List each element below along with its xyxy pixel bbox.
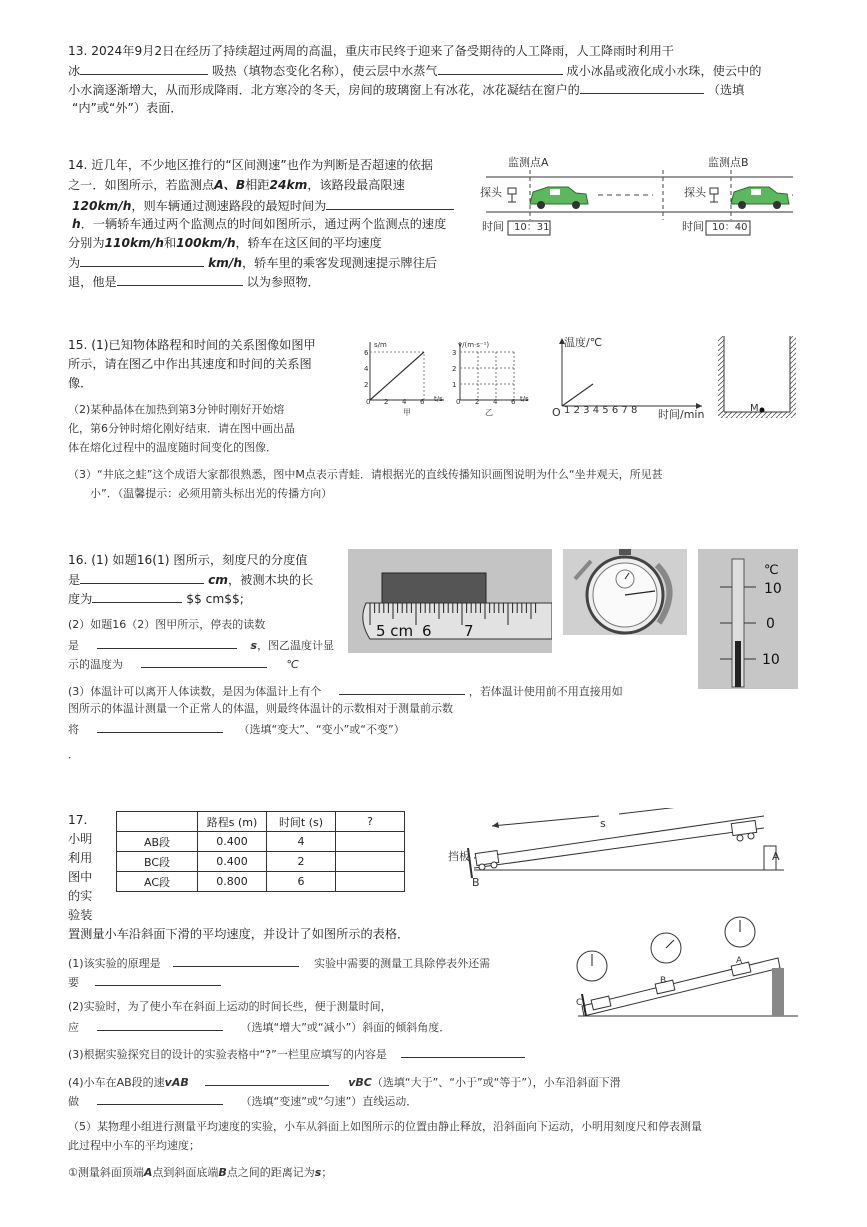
y-tick: 4 (364, 365, 369, 373)
answer-blank[interactable] (97, 1017, 223, 1031)
answer-blank[interactable] (80, 253, 204, 267)
x-axis-label: 时间/min (658, 408, 705, 421)
incline-diagram (444, 808, 794, 888)
data-table (116, 811, 405, 892)
q17-p2-line-1: (2)实验时，为了使小车在斜面上运动的时间长些，便于测量时间， (68, 1000, 392, 1013)
y-axis-label: s/m (374, 341, 387, 349)
thermometer-unit: ℃ (764, 563, 779, 578)
incline-stopwatch-diagram (568, 912, 800, 1028)
x-tick: 6 (420, 398, 425, 406)
q14-line-1: 14. 近几年，不少地区推行的“区间测速”也作为判断是否超速的依据 (68, 158, 433, 172)
point-c-label: C (576, 998, 583, 1008)
q15-p3-line-2: 小”．（温馨提示：必须用箭头标出光的传播方向） (90, 487, 333, 500)
q16-line-5: 是 s，图乙温度计显 (68, 635, 334, 655)
thermometer-photo (698, 549, 798, 689)
q17-p5-line-2: 此过程中小车的平均速度； (68, 1139, 200, 1152)
q17-side-4: 图中 (68, 870, 93, 884)
table-header (117, 812, 198, 832)
q16-line-9: 将 （选填“变大”、“变小”或“不变”） (68, 719, 405, 739)
q14-line-4: h．一辆轿车通过两个监测点的时间如图所示，通过两个监测点的速度 (72, 217, 447, 231)
q14-line-5: 分别为110km/h和100km/h，轿车在这区间的平均速度 (68, 236, 382, 250)
table-row: AB段 0.400 4 (117, 832, 405, 852)
q16-line-4: (2）如题16（2）图甲所示，停表的读数 (68, 618, 266, 631)
answer-blank[interactable] (95, 972, 221, 986)
q16-line-3: 度为 $$ cm$$; (68, 589, 244, 609)
q16-line-1: 16. (1) 如题16(1) 图所示，刻度尺的分度值 (68, 553, 308, 567)
answer-blank[interactable] (80, 570, 204, 584)
x-tick: 2 (475, 398, 480, 406)
q13-line-4: “内”或“外”）表面． (72, 101, 183, 115)
y-axis-label: 温度/℃ (564, 336, 603, 349)
ruler-label: 6 (422, 622, 432, 640)
q17-side-1: 17. (68, 813, 88, 827)
car-icon (530, 187, 588, 209)
x-tick: 4 (402, 398, 407, 406)
time-b-value: 10：40 (712, 222, 748, 233)
q17-side-3: 利用 (68, 851, 93, 865)
figure-caption: 乙 (485, 408, 493, 417)
q17-p4-line-1: (4)小车在AB段的速vAB vBC（选填“大于”、“小于”或“等于”），小车沿斜面下滑 (68, 1072, 621, 1092)
y-tick: 1 (452, 381, 457, 389)
thermometer-label: 0 (766, 616, 775, 632)
y-axis-label: v/(m·s⁻¹) (458, 341, 490, 349)
answer-blank[interactable] (80, 61, 208, 75)
q17-p1-line-2: 要 (68, 972, 221, 992)
q13-line-2: 冰 吸热（填物态变化名称），使云层中水蒸气 成小冰晶或液化成小水珠，使云中的 (68, 61, 761, 81)
answer-blank[interactable] (117, 272, 243, 286)
table-row: BC段 0.400 2 (117, 852, 405, 872)
figure-caption: 甲 (403, 408, 411, 417)
time-label: 时间 (482, 220, 504, 233)
q16-line-2: 是 cm，被测木块的长 (68, 570, 313, 590)
q17-p1-line-1: (1)该实验的原理是 实验中需要的测量工具除停表外还需 (68, 953, 490, 973)
q17-side-5: 的实 (68, 889, 93, 903)
point-a-label: A (772, 850, 780, 863)
answer-blank[interactable] (92, 589, 182, 603)
answer-blank[interactable] (141, 654, 267, 668)
answer-blank[interactable] (97, 1091, 223, 1105)
x-axis-label: t/s (434, 395, 443, 403)
q17-p2-line-2: 应 （选填“增大”或“减小”）斜面的倾斜角度． (68, 1017, 450, 1037)
origin-label: O (552, 406, 561, 419)
answer-blank[interactable] (173, 953, 299, 967)
q15-p2-line-3: 体在熔化过程中的温度随时间变化的图像． (68, 441, 277, 454)
point-a-label: A (736, 956, 743, 966)
distance-label: s (600, 817, 606, 830)
point-b-label: B (472, 876, 480, 889)
q17-p6: ①测量斜面顶端A点到斜面底端B点之间的距离记为s； (68, 1166, 333, 1179)
q15-line-1: 15. (1)已知物体路程和时间的关系图像如图甲 (68, 338, 316, 352)
q17-side-2: 小明 (68, 832, 93, 846)
x-tick: 0 (456, 398, 461, 406)
q14-line-7: 退，他是 以为参照物． (68, 272, 320, 292)
q15-p2-line-2: 化，第6分钟时熔化刚好结束．请在图中画出晶 (68, 422, 295, 435)
time-a-value: 10：31 (514, 222, 550, 233)
answer-blank[interactable] (401, 1044, 525, 1058)
probe-label: 探头 (480, 186, 502, 199)
answer-blank[interactable] (326, 196, 454, 210)
point-b-label: B (660, 976, 667, 986)
q15-line-3: 像． (68, 376, 93, 390)
thermometer-label: 10 (762, 652, 780, 668)
table-header: 时间t (s) (267, 812, 336, 832)
x-tick: 6 (511, 398, 516, 406)
q13-line-1: 13. 2024年9月2日在经历了持续超过两周的高温，重庆市民终于迎来了备受期待的人工降雨，人工降雨时利用干 (68, 44, 675, 58)
x-ticks: 12345678 (564, 405, 641, 416)
q17-p4-line-2: 做 （选填“变速”或“匀速”）直线运动． (68, 1091, 417, 1111)
q14-line-3: 120km/h，则车辆通过测速路段的最短时间为 (72, 196, 454, 216)
q16-line-10: ． (68, 748, 79, 761)
time-label: 时间 (682, 220, 704, 233)
camera-icon (508, 188, 516, 202)
x-tick: 2 (384, 398, 389, 406)
table-header: 路程s (m) (198, 812, 267, 832)
q17-p5-line-1: （5）某物理小组进行测量平均速度的实验，小车从斜面上如图所示的位置由静止释放，沿斜面向下运动，小明用刻度尺和停表测量 (68, 1120, 702, 1133)
y-tick: 2 (452, 365, 457, 373)
q14-line-2: 之一．如图所示，若监测点A、B相距24km，该路段最高限速 (68, 178, 405, 192)
q16-line-7: (3）体温计可以离开人体读数，是因为体温计上有个 ，若体温计使用前不用直接用如 (68, 681, 623, 701)
q14-line-6: 为 km/h，轿车里的乘客发现测速提示牌往后 (68, 253, 437, 273)
y-tick: 3 (452, 349, 457, 357)
q16-line-8: 图所示的体温计测量一个正常人的体温，则最终体温计的示数相对于测量前示数 (68, 702, 453, 715)
q17-p3: (3)根据实验探究目的设计的实验表格中“?”一栏里应填写的内容是 (68, 1044, 525, 1064)
answer-blank[interactable] (205, 1072, 329, 1086)
q13-line-3: 小水滴逐渐增大，从而形成降雨．北方寒冷的冬天，房间的玻璃窗上有冰花，冰花凝结在窗户的 （选填 (68, 80, 744, 100)
stopwatch-photo (563, 549, 687, 635)
answer-blank[interactable] (438, 61, 563, 75)
ruler-label: 5 cm (376, 622, 414, 640)
x-axis-label: t/s (520, 395, 529, 403)
ruler-label: 7 (464, 622, 474, 640)
point-a-label: 监测点A (508, 156, 549, 169)
thermometer-label: 10 (764, 581, 782, 597)
y-tick: 6 (364, 349, 369, 357)
answer-blank[interactable] (97, 719, 223, 733)
q15-p3-line-1: （3）“井底之蛙”这个成语大家都很熟悉，图中M点表示青蛙．请根据光的直线传播知识画图说明为什么“坐井观天，所见甚 (68, 468, 663, 481)
q17-line-1: 置测量小车沿斜面下滑的平均速度，并设计了如图所示的表格． (68, 927, 410, 941)
answer-blank[interactable] (580, 80, 704, 94)
table-header: ? (336, 812, 405, 832)
y-tick: 2 (364, 381, 369, 389)
answer-blank[interactable] (339, 681, 465, 695)
car-icon (731, 187, 789, 209)
q17-side-6: 验装 (68, 908, 93, 922)
x-tick: 0 (366, 398, 371, 406)
q16-line-6: 示的温度为 ℃ (68, 654, 299, 674)
point-b-label: 监测点B (708, 156, 749, 169)
camera-icon (710, 188, 718, 202)
answer-blank[interactable] (97, 635, 237, 649)
q15-line-2: 所示，请在图乙中作出其速度和时间的关系图 (68, 357, 312, 371)
q15-p2-line-1: （2)某种晶体在加热到第3分钟时刚好开始熔 (68, 403, 285, 416)
x-tick: 4 (493, 398, 498, 406)
frog-point-label: M (750, 403, 759, 414)
well-diagram (718, 336, 800, 420)
probe-label: 探头 (684, 186, 706, 199)
baffle-label: 挡板 (448, 850, 470, 863)
table-row: AC段 0.800 6 (117, 872, 405, 892)
